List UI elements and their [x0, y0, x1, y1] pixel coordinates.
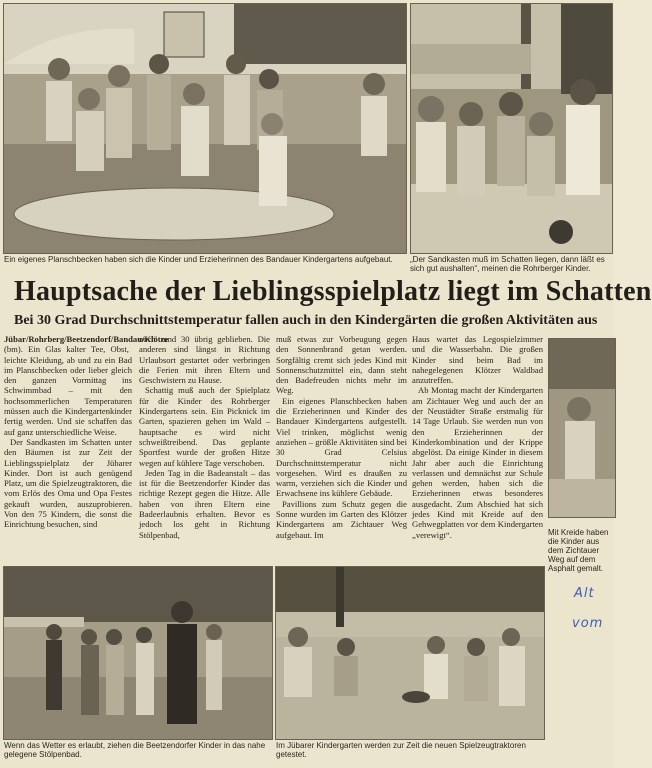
article-column-3: [276, 334, 407, 560]
article-paragraph: Schattig muß auch der Spielplatz für die Kinder des Rohrberger Kindergartens sein. Ein Picknick im Garten, spazieren gehen im Wald – hauptsache es wird nicht schweißtreibend. Das geplante Sportfest wurde der großen Hitze wegen auf kühlere Tage verschoben.: [139, 385, 270, 468]
caption-bottom-left: Wenn das Wetter es erlaubt, ziehen die Beetzendorfer Kinder in das nahe gelegene Stölpenbad.: [4, 741, 266, 759]
article-paragraph: Ab Montag macht der Kindergarten am Zichtauer Weg und auch der an der Neustädter Straße erstmalig für 14 Tage Urlaub. Sie werden nun von den Erzieherinnen der Kinderkombination und der Krippe abgelöst. Da einige Kinder in diesem Jahr aber auch die Einrichtung verlassen und demnächst zur Schule gehen werden, haben sich die Erzieherinnen etwas besonderes ausgedacht. Zum Abschied hat sich jedes Kind mit Kreide auf den Gehwegplatten vor dem Kindergarten „verewigt“.: [412, 385, 543, 540]
article-paragraph: Ein eigenes Planschbecken haben die Erzieherinnen und Kinder des Bandauer Kindergartens aufgestellt. Viel trinken, möglichst wenig anziehen – größle Aktivitäten sind bei 30 Grad Celsius Durchschnittstemperatur nicht vorgesehen. Wird es draußen zu warm, verziehen sich die Kinder und Erwachsene ins kühlere Gebäude.: [276, 395, 407, 499]
article-subhead: Bei 30 Grad Durchschnittstemperatur fallen auch in den Kindergärten die großen Aktivitäten aus: [14, 313, 598, 328]
photo-sandkasten: [410, 3, 613, 254]
article-paragraph: Jeden Tag in die Badeanstalt – das ist für die Beetzendorfer Kinder das richtige Rezept gegen die Hitze. Alle haben von ihren Eltern eine Badeerlaubnis erhalten. Bevor es jedoch los geht in Richtung Stölpenbad,: [139, 467, 270, 540]
caption-top-right: „Der Sandkasten muß im Schatten liegen, dann läßt es sich gut aushalten“, meinen die Rohrberger Kinder.: [410, 255, 605, 273]
article-paragraph: noch rund 30 übrig geblieben. Die anderen sind längst in Richtung Urlaubsort gestartet oder verbringen die Ferien mit ihren Eltern und Geschwistern zu Hause.: [139, 334, 270, 386]
photo-stoelpenbad: [3, 566, 273, 740]
article-paragraph: Haus wartet das Legospielzimmer und die Wasserbahn. Die großen Kinder sind beim Bad im nahegelegenen Klötzer Waldbad anzutreffen.: [412, 334, 543, 386]
article-paragraph: Jübar/Rohrberg/Beetzendorf/Bandau/Klötze (bm). Ein Glas kalter Tee, Obst, leichte Kleidung, ab und zu ein Bad im Planschbecken oder lieber gleich den ganzen Vormittag ins Schwimmbad – mit den hochsommerlichen Temperaturen müssen auch die Kindergartenkinder fertig werden. Und sie schaffen das auf ganz unterschiedliche Weise.: [4, 334, 169, 437]
article-headline: Hauptsache der Lieblingsspielplatz liegt im Schatten: [14, 276, 652, 307]
article-paragraph: Pavillions zum Schutz gegen die Sonne wurden im Garten des Klötzer Kindergartens am Zichtauer Weg aufgebaut. Im: [276, 498, 407, 540]
photo-traktoren: [275, 566, 545, 740]
photo-planschbecken: [3, 3, 407, 254]
handwritten-note-1: Alt: [574, 586, 595, 601]
handwritten-note-2: vom: [572, 616, 604, 631]
caption-side: Mit Kreide haben die Kinder aus dem Zichtauer Weg auf dem Asphalt gemalt.: [548, 528, 609, 573]
article-column-4: [412, 334, 543, 560]
article-column-2: [139, 334, 270, 560]
caption-top-left: Ein eigenes Planschbecken haben sich die Kinder und Erzieherinnen des Bandauer Kindergartens aufgebaut.: [4, 255, 393, 264]
caption-bottom-right: Im Jübarer Kindergarten werden zur Zeit die neuen Spielzeugtraktoren getestet.: [276, 741, 526, 759]
photo-kreide: [548, 338, 616, 518]
article-paragraph: muß etwas zur Vorbeugung gegen den Sonnenbrand getan werden. Sorgfältig cremt sich jedes Kind mit Sonnenschutzmittel ein, dann steht den Badefreuden nichts mehr im Weg.: [276, 334, 407, 396]
article-paragraph: Der Sandkasten im Schatten unter den Bäumen ist zur Zeit der Lieblingsspielplatz der Jübarer Kinder. Dort ist auch genügend Platz, um die Spielzeugtraktoren, die vom Erlös des Oma und Opa Festes gekauft wurden, auszuprobieren. Von den 75 Kindern, die sonst die Einrichtung besuchen, sind: [4, 436, 132, 530]
article-column-1: [4, 334, 169, 560]
article-dateline: Jübar/Rohrberg/Beetzendorf/Bandau/Klötze: [4, 334, 169, 344]
